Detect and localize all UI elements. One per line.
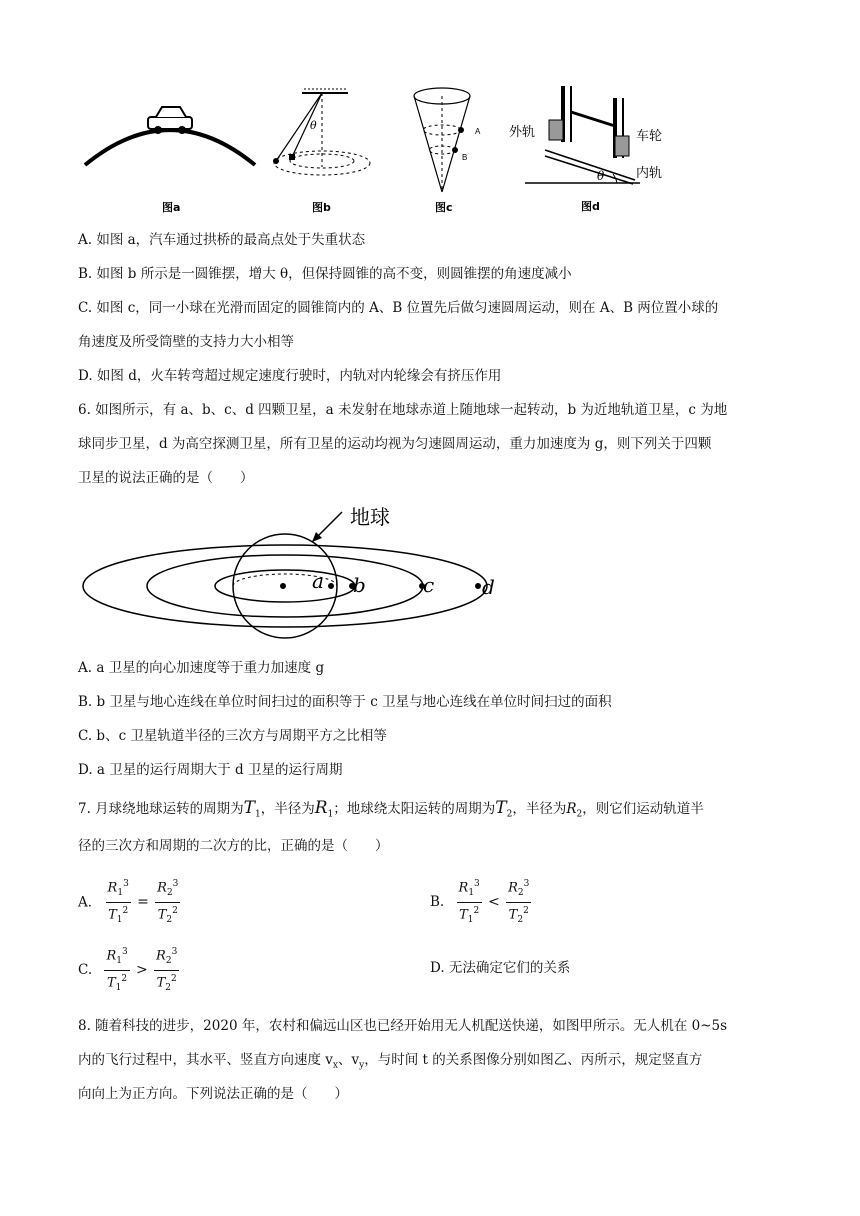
q5-option-b: B. 如图 b 所示是一圆锥摆，增大 θ，但保持圆锥的高不变，则圆锥摆的角速度减小 xyxy=(78,266,572,282)
q7-option-b-label: B. xyxy=(430,894,445,911)
q7-stem-text-4: ，半径为 xyxy=(512,801,567,817)
q7-a-relation: = xyxy=(137,894,149,911)
q7-stem-text-5: ，则它们运动轨道半 xyxy=(582,801,704,817)
q6-label-b: b xyxy=(353,573,366,597)
q8-line-2-text-1: 内的飞行过程中，其水平、竖直方向速度 v xyxy=(78,1052,333,1068)
q6-stem-line-1: 6. 如图所示，有 a、b、c、d 四颗卫星，a 未发射在地球赤道上随地球一起转动，b 为近地轨道卫星，c 为地 xyxy=(78,402,728,418)
q7-r1-sub: 1 xyxy=(327,809,334,820)
figure-d-caption: 图d xyxy=(581,200,600,213)
q7-t1-sub: 1 xyxy=(255,809,261,820)
q5-option-c: C. 如图 c，同一小球在光滑而固定的圆锥筒内的 A、B 位置先后做匀速圆周运动，则在 A、B 两位置小球的 xyxy=(78,300,719,316)
q7-r1: R xyxy=(314,798,328,818)
figure-c-caption: 图c xyxy=(435,201,453,214)
q7-a-left-fraction: $\frac{R_1^3}{T_1^2}$ xyxy=(106,876,131,929)
q7-stem-line-2: 径的三次方和周期的二次方的比，正确的是（ ） xyxy=(78,838,389,854)
figure-b-conical-pendulum xyxy=(262,85,392,215)
q6-option-d: D. a 卫星的运行周期大于 d 卫星的运行周期 xyxy=(78,762,343,778)
figure-d-theta: θ xyxy=(597,169,605,183)
q7-option-c xyxy=(78,944,179,997)
q6-label-a: a xyxy=(312,569,324,593)
q6-option-c: C. b、c 卫星轨道半径的三次方与周期平方之比相等 xyxy=(78,728,387,744)
figure-d-train-curve xyxy=(505,80,680,215)
figure-b-caption: 图b xyxy=(312,201,331,214)
q6-label-c: c xyxy=(423,573,435,597)
q5-option-c-cont: 角速度及所受筒壁的支持力大小相等 xyxy=(78,334,294,350)
q7-stem-line-1 xyxy=(78,798,704,825)
q8-line-2 xyxy=(78,1050,702,1076)
q7-stem-text-2: ，半径为 xyxy=(260,801,315,817)
q8-line-3: 向向上为正方向。下列说法正确的是（ ） xyxy=(78,1086,348,1102)
figure-c-cone xyxy=(405,80,495,215)
figure-c-label-a: A xyxy=(475,127,481,136)
q7-t2-sub: 2 xyxy=(506,809,513,820)
q7-option-b xyxy=(430,876,531,929)
figure-d-wheel: 车轮 xyxy=(636,129,663,144)
q7-option-c-label: C. xyxy=(78,962,93,979)
q8-vx-sub: x xyxy=(332,1060,338,1071)
q6-earth-label: 地球 xyxy=(350,505,390,529)
q7-b-relation: < xyxy=(488,894,500,911)
q7-option-a-label: A． xyxy=(78,894,102,911)
q6-stem-line-3: 卫星的说法正确的是（ ） xyxy=(78,470,254,486)
q8-line-2-text-3: ，与时间 t 的关系图像分别如图乙、丙所示，规定竖直方 xyxy=(364,1052,703,1068)
q7-option-a xyxy=(78,876,180,929)
q7-c-relation: > xyxy=(136,962,148,979)
q7-b-right-fraction: $\frac{R_2^3}{T_2^2}$ xyxy=(506,876,531,929)
q7-stem-text-3: ；地球绕太阳运转的周期为 xyxy=(333,801,496,817)
q8-line-1: 8. 随着科技的进步，2020 年，农村和偏远山区也已经开始用无人机配送快递，如图甲所示。无人机在 0~5s xyxy=(78,1018,728,1034)
q7-option-d: D. 无法确定它们的关系 xyxy=(430,960,571,976)
q7-a-right-fraction: $\frac{R_2^3}{T_2^2}$ xyxy=(155,876,180,929)
figure-d-outer-rail: 外轨 xyxy=(509,125,536,140)
q6-label-d: d xyxy=(482,575,495,599)
q7-c-left-fraction: $\frac{R_1^3}{T_1^2}$ xyxy=(104,944,129,997)
q5-option-d: D. 如图 d，火车转弯超过规定速度行驶时，内轨对内轮缘会有挤压作用 xyxy=(78,368,502,384)
q8-vy-sub: y xyxy=(359,1060,365,1071)
figure-c-label-b: B xyxy=(462,153,468,162)
q6-orbit-figure xyxy=(80,500,520,640)
q7-r2-sub: 2 xyxy=(576,809,583,820)
q6-option-b: B. b 卫星与地心连线在单位时间扫过的面积等于 c 卫星与地心连线在单位时间扫过的面积 xyxy=(78,694,612,710)
q5-option-a: A. 如图 a，汽车通过拱桥的最高点处于失重状态 xyxy=(78,232,366,248)
figure-b-theta: θ xyxy=(310,119,317,132)
q7-b-left-fraction: $\frac{R_1^3}{T_1^2}$ xyxy=(457,876,482,929)
q7-r2: R xyxy=(566,801,577,817)
q7-c-right-fraction: $\frac{R_2^3}{T_2^2}$ xyxy=(154,944,179,997)
q7-stem-text-1: 7. 月球绕地球运转的周期为 xyxy=(78,801,244,817)
figure-a-arch-bridge xyxy=(80,95,260,215)
q6-stem-line-2: 球同步卫星，d 为高空探测卫星，所有卫星的运动均视为匀速圆周运动，重力加速度为 g，则下列关于四颗 xyxy=(78,436,712,452)
q6-option-a: A. a 卫星的向心加速度等于重力加速度 g xyxy=(78,660,325,676)
q8-line-2-text-2: 、v xyxy=(338,1052,360,1068)
figure-a-caption: 图a xyxy=(162,201,181,214)
q7-t2: T xyxy=(495,798,507,818)
q7-t1: T xyxy=(243,798,256,818)
figure-d-inner-rail: 内轨 xyxy=(636,166,663,181)
